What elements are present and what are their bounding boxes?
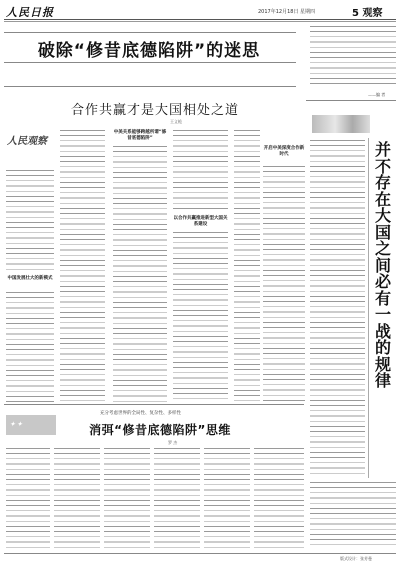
article2-column-2	[54, 448, 100, 550]
article2-column-1	[6, 448, 50, 550]
article1-column-4a	[173, 130, 228, 210]
article1-column-5	[234, 130, 260, 402]
editor-signature: ——编 者	[368, 92, 386, 97]
article1-column-1a	[6, 170, 54, 270]
sidebar-column-a	[310, 140, 365, 476]
article2-rule	[4, 404, 304, 405]
article1-subhead-1: 中美关系能够跨越所谓“修昔底德陷阱”	[113, 130, 167, 141]
column-logo-text: 人民观察	[7, 136, 47, 147]
article2-column-3	[104, 448, 150, 550]
header-rule-secondary	[4, 21, 396, 22]
article2-headline: 消弭“修昔底德陷阱”思维	[89, 423, 231, 437]
article1-column-2	[60, 130, 105, 402]
column-logo-graphic: ✦ ✦	[10, 421, 23, 428]
sidebar-rule	[306, 100, 396, 101]
article1-column-6	[263, 166, 305, 402]
banner-rule-bottom	[4, 62, 296, 63]
article1-byline: 王义桅	[170, 119, 182, 124]
article2-column-4	[154, 448, 200, 550]
article2-column-logo	[6, 415, 56, 435]
article1-subhead-4: 开启中美深度合作新时代	[263, 146, 305, 157]
article2-column-6	[254, 448, 304, 550]
footer-rule	[4, 553, 396, 554]
article1-column-1b	[6, 292, 54, 402]
sidebar-column-b	[310, 482, 396, 548]
sidebar-vertical-headline: 并不存在大国之间必有一战的规律	[374, 140, 391, 390]
issue-date: 2017年12月18日 星期四	[258, 9, 316, 15]
page-section-label: 5 观察	[352, 8, 383, 19]
article2-column-5	[204, 448, 250, 550]
column-logo	[7, 132, 55, 162]
sidebar-photo	[312, 115, 370, 133]
newspaper-logo: 人民日报	[6, 6, 54, 19]
article1-column-4b	[173, 232, 228, 402]
article1-column-3	[113, 146, 167, 402]
editor-note-text	[310, 26, 396, 88]
article1-subhead-3: 以合作共赢推进新型大国关系建设	[173, 216, 228, 227]
header-rule	[4, 19, 396, 20]
article2-pre-headline: 充分考虑世界的全局性、复杂性、多样性	[100, 411, 181, 416]
article2-byline: 罗 杰	[168, 440, 178, 445]
banner-rule-top	[4, 32, 296, 33]
headline-rule	[4, 86, 296, 87]
banner-title: 破除“修昔底德陷阱”的迷思	[37, 41, 261, 61]
footer-editor-credit: 版式设计：张芳曼	[340, 556, 372, 561]
article1-subhead-2: 中国发展壮大的新模式	[7, 276, 53, 281]
article1-headline: 合作共赢才是大国相处之道	[70, 103, 239, 118]
